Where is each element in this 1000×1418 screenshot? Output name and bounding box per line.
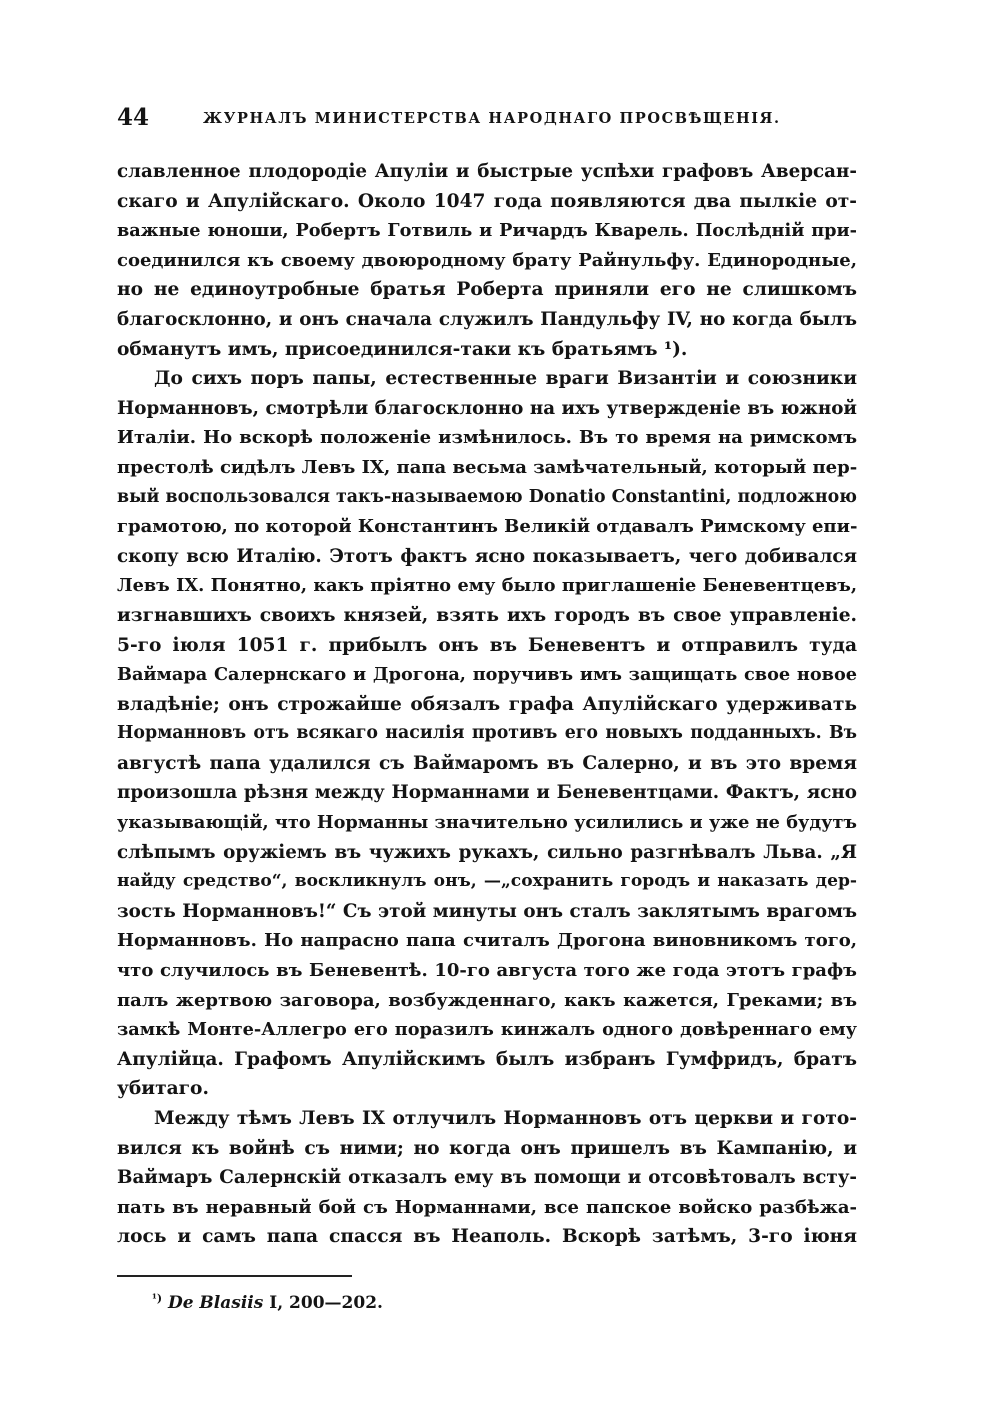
text-line: вый воспользовался такъ-называемою Donatio Constantini, подложною bbox=[117, 486, 857, 507]
text-line: скаго и Апулійскаго. Около 1047 года появляются два пылкіе от- bbox=[117, 190, 857, 212]
text-line: Норманновъ, смотрѣли благосклонно на ихъ утвержденіе въ южной bbox=[117, 397, 857, 419]
text-line: лось и самъ папа спасся въ Неаполь. Вскорѣ затѣмъ, 3-го іюня bbox=[117, 1226, 857, 1248]
text-line: Апулійца. Графомъ Апулійскимъ былъ избранъ Гумфридъ, братъ bbox=[117, 1048, 857, 1070]
text-line: указывающій, что Норманны значительно усилились и уже не будутъ bbox=[117, 812, 857, 834]
text-line: скопу всю Италію. Этотъ фактъ ясно показываетъ, чего добивался bbox=[117, 545, 857, 567]
text-line: славленное плодородіе Апуліи и быстрые успѣхи графовъ Аверсан- bbox=[117, 161, 857, 182]
text-line: произошла рѣзня между Норманнами и Беневентцами. Фактъ, ясно bbox=[117, 782, 857, 804]
text-line: До сихъ поръ папы, естественные враги Византіи и союзники bbox=[154, 368, 857, 390]
text-line: Между тѣмъ Левъ IX отлучилъ Норманновъ отъ церкви и гото- bbox=[154, 1108, 857, 1129]
text-line: августѣ папа удалился съ Ваймаромъ въ Салерно, и въ это время bbox=[117, 752, 857, 774]
text-line: слѣпымъ оружіемъ въ чужихъ рукахъ, сильно разгнѣвалъ Льва. „Я bbox=[117, 841, 857, 863]
text-line: 5-го іюля 1051 г. прибылъ онъ въ Беневентъ и отправилъ туда bbox=[117, 634, 857, 656]
text-line: замкѣ Монте-Аллегро его поразилъ кинжалъ одного довѣреннаго ему bbox=[117, 1019, 857, 1041]
text-line: вился къ войнѣ съ ними; но когда онъ пришелъ въ Кампанію, и bbox=[117, 1137, 857, 1159]
text-line: Ваймара Салернскаго и Дрогона, поручивъ имъ защищать свое новое bbox=[117, 664, 857, 686]
text-line: соединился къ своему двоюродному брату Райнульфу. Единородные, bbox=[117, 249, 857, 271]
footnote-author: De Blasiis bbox=[167, 1293, 264, 1313]
text-line: Норманновъ отъ всякаго насилія противъ его новыхъ подданныхъ. Въ bbox=[117, 723, 857, 744]
page-header bbox=[117, 104, 857, 138]
text-line: благосклонно, и онъ сначала служилъ Пандульфу IV, но когда былъ bbox=[117, 308, 857, 330]
footnote-reference: I, 200—202. bbox=[269, 1293, 383, 1313]
text-line: изгнавшихъ своихъ князей, взять ихъ городъ въ свое управленіе. bbox=[117, 604, 857, 626]
text-line: зость Норманновъ!“ Съ этой минуты онъ сталъ заклятымъ врагомъ bbox=[117, 900, 857, 922]
text-line: обманутъ имъ, присоединился-таки къ братьямъ ¹). bbox=[117, 338, 688, 360]
body-text bbox=[117, 157, 857, 1252]
text-line: Норманновъ. Но напрасно папа считалъ Дрогона виновникомъ того, bbox=[117, 930, 857, 952]
text-line: важные юноши, Робертъ Готвиль и Ричардъ Кварель. Послѣдній при- bbox=[117, 220, 857, 242]
text-line: Левъ IX. Понятно, какъ пріятно ему было приглашеніе Беневентцевъ, bbox=[117, 575, 857, 597]
footnote-divider bbox=[117, 1275, 352, 1277]
page-number: 44 bbox=[117, 104, 150, 131]
footnote bbox=[152, 1292, 383, 1313]
text-line: но не единоутробные братья Роберта приняли его не слишкомъ bbox=[117, 279, 857, 301]
text-line: найду средство“, воскликнулъ онъ, —„сохранить городъ и наказать дер- bbox=[117, 871, 857, 892]
text-line: что случилось въ Беневентѣ. 10-го августа того же года этотъ графъ bbox=[117, 960, 857, 982]
text-line: престолѣ сидѣлъ Левъ IX, папа весьма замѣчательный, который пер- bbox=[117, 456, 858, 478]
text-line: Ваймаръ Салернскій отказалъ ему въ помощи и отсовѣтовалъ всту- bbox=[117, 1167, 857, 1189]
text-line: владѣніе; онъ строжайше обязалъ графа Апулійскаго удерживать bbox=[117, 693, 857, 715]
text-line: палъ жертвою заговора, возбужденнаго, какъ кажется, Греками; въ bbox=[117, 989, 857, 1011]
footnote-marker: ¹) bbox=[152, 1292, 163, 1305]
running-title: ЖУРНАЛЪ МИНИСТЕРСТВА НАРОДНАГО ПРОСВѢЩЕНІЯ. bbox=[203, 110, 781, 127]
text-line: Италіи. Но вскорѣ положеніе измѣнилось. Въ то время на римскомъ bbox=[117, 427, 857, 449]
text-line: убитаго. bbox=[117, 1078, 209, 1100]
text-line: пать въ неравный бой съ Норманнами, все папское войско разбѣжа- bbox=[117, 1196, 857, 1218]
text-line: грамотою, по которой Константинъ Великій отдавалъ Римскому епи- bbox=[117, 516, 858, 538]
